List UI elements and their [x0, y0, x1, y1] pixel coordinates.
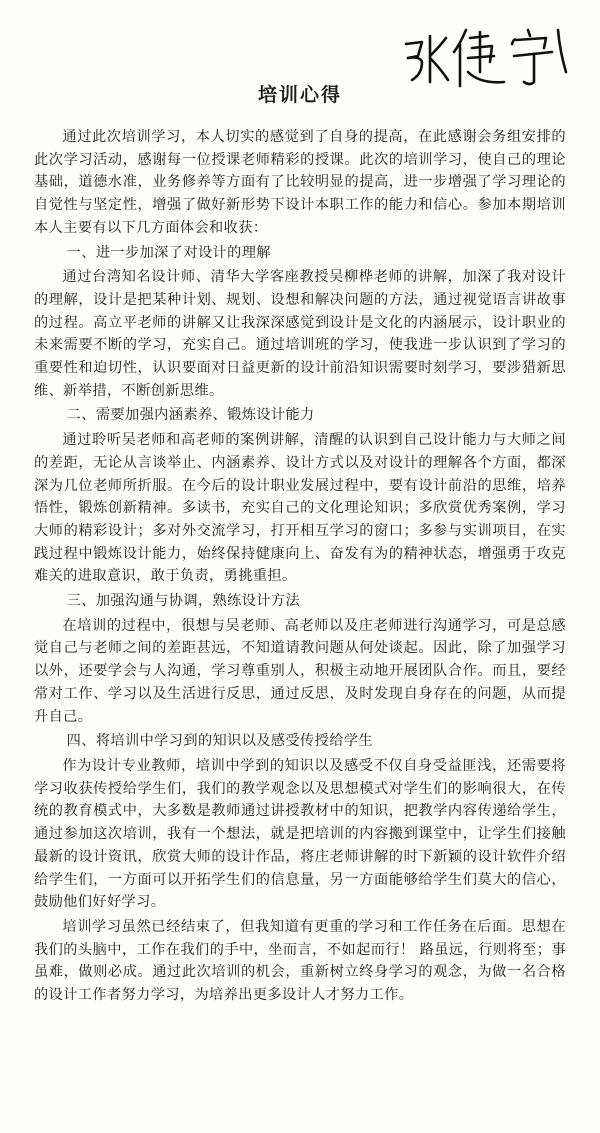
paragraph: 作为设计专业教师，培训中学到的知识以及感受不仅自身受益匪浅，还需要将学习收获传授给学生们，我们的教学观念以及思想模式对学生们的影响很大，在传统的教育模式中，大多数是教师通过讲授教材中的知识，把教学内容传递给学生，通过参加这次培训，我有一个想法，就是把培训的内容搬到课堂中，让学生们接触最新的设计资讯，欣赏大师的设计作品，将庄老师讲解的时下新颖的设计软件介绍给学生们，一方面可以开拓学生们的信息量，另一方面能够给学生们莫大的信心，鼓励他们好好学习。 — [34, 757, 566, 911]
section-heading: 一、进一步加深了对设计的理解 — [66, 244, 271, 261]
document-title: 培训心得 — [257, 84, 342, 106]
section-heading: 二、需要加强内涵素养、锻炼设计能力 — [66, 407, 315, 424]
section-heading: 三、加强沟通与协调，熟练设计方法 — [66, 593, 301, 610]
paragraph: 通过聆听吴老师和高老师的案例讲解，清醒的认识到自己设计能力与大师之间的差距，无论从言谈举止、内涵素养、设计方式以及对设计的理解各个方面，都深深为几位老师所折服。在今后的设计职业发展过程中，要有设计前沿的思维，培养悟性，锻炼创新精神。多读书，充实自己的文化理论知识；多欣赏优秀案例，学习大师的精彩设计；多对外交流学习，打开相互学习的窗口；多参与实训项目，在实践过程中锻炼设计能力，始终保持健康向上、奋发有为的精神状态，增强勇于攻克难关的进取意识，敢于负责，勇挑重担。 — [34, 432, 566, 585]
document-body — [34, 126, 566, 1007]
paragraph: 培训学习虽然已经结束了，但我知道有更重的学习和工作任务在后面。思想在我们的头脑中，工作在我们的手中，坐而言，不如起而行！ 路虽远，行则将至；事虽难，做则必成。通过此次培训的机会，重新树立终身学习的观念，为做一名合格的设计工作者努力学习，为培养出更多设计人才努力工作。 — [34, 918, 566, 1004]
section-heading: 四、将培训中学习到的知识以及感受传授给学生 — [66, 733, 373, 750]
paragraph: 通过台湾知名设计师、清华大学客座教授吴柳桦老师的讲解，加深了我对设计的理解，设计是把某种计划、规划、设想和解决问题的方法，通过视觉语言讲故事的过程。高立平老师的讲解又让我深深感觉到设计是文化的内涵展示，设计职业的未来需要不断的学习，充实自己。通过培训班的学习，使我进一步认识到了学习的重要性和迫切性，认识要面对日益更新的设计前沿知识需要时刻学习，要涉猎新思维、新举措，不断创新思维。 — [34, 269, 566, 399]
paragraph: 在培训的过程中，很想与吴老师、高老师以及庄老师进行沟通学习，可是总感觉自己与老师之间的差距甚远，不知道请教问题从何处谈起。因此，除了加强学习以外，还要学会与人沟通，学习尊重别人，积极主动地开展团队合作。而且，要经常对工作、学习以及生活进行反思，通过反思，及时发现自身存在的问题，从而提升自己。 — [34, 617, 566, 725]
paragraph: 通过此次培训学习，本人切实的感觉到了自身的提高，在此感谢会务组安排的此次学习活动，感谢每一位授课老师精彩的授课。此次的培训学习，使自己的理论基础，道德水准，业务修养等方面有了比较明显的提高，进一步增强了学习理论的自觉性与坚定性，增强了做好新形势下设计本职工作的能力和信心。参加本期培训本人主要有以下几方面体会和收获： — [34, 129, 566, 236]
